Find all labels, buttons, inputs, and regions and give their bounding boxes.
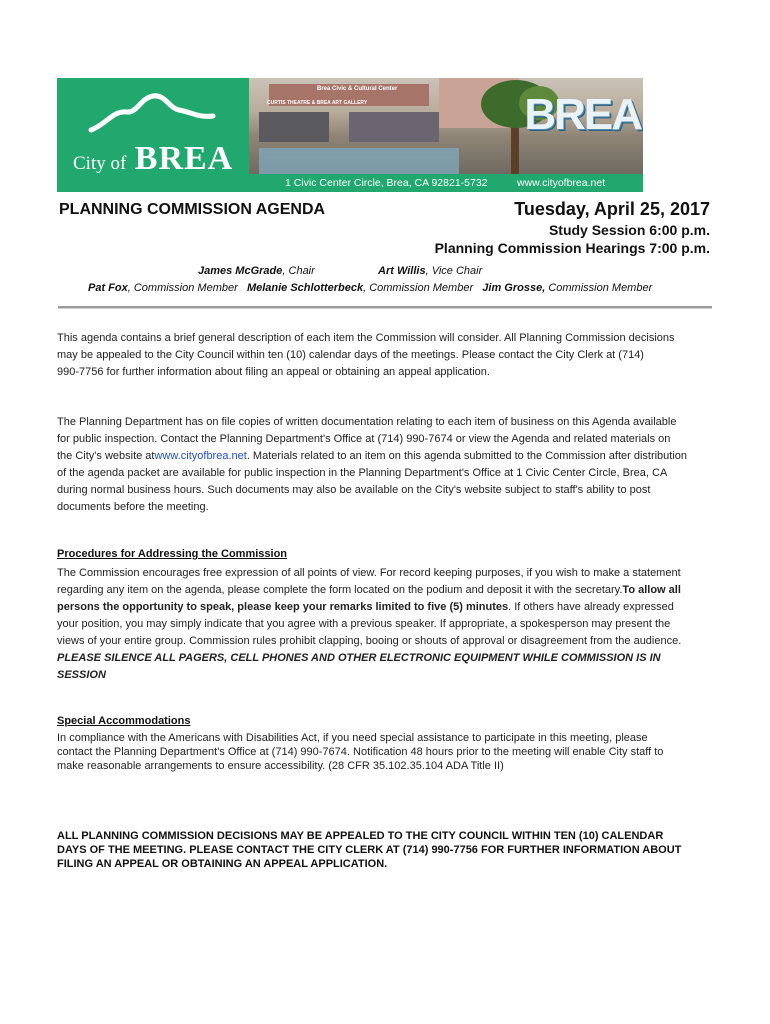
appeal-notice	[57, 829, 727, 871]
text-line: documents before the meeting.	[57, 501, 209, 513]
text-segment-bold: To allow all	[622, 584, 681, 596]
text-segment: . If others have already expressed	[508, 601, 674, 613]
text-line: make reasonable arrangements to ensure accessibility. (28 CFR 35.102.35.104 ADA Title II)	[57, 760, 504, 772]
accommodations-paragraph	[57, 731, 712, 773]
text-line	[57, 599, 712, 616]
text-segment: the City's website at	[57, 450, 155, 462]
page-title: PLANNING COMMISSION AGENDA	[59, 201, 326, 218]
member-name: Melanie Schlotterbeck	[246, 282, 364, 294]
mountain-logo-icon	[87, 90, 217, 140]
photo-fountain	[259, 148, 459, 174]
banner-website[interactable]: www.cityofbrea.net	[517, 177, 606, 189]
header-banner	[57, 78, 643, 192]
accommodations-heading: Special Accommodations	[57, 715, 191, 727]
brea-letters-sculpture: BREA	[524, 90, 641, 139]
photo-window	[349, 112, 439, 142]
banner-address: 1 Civic Center Circle, Brea, CA 92821-5732	[285, 177, 488, 189]
logo-wordmark	[73, 140, 233, 178]
member-role: Commission Member	[545, 282, 653, 294]
photo-sign-text: CURTIS THEATRE & BREA ART GALLERY	[267, 100, 368, 106]
member-name: Pat Fox	[88, 282, 128, 294]
header-divider	[58, 306, 712, 309]
text-line: of the agenda packet are available for public inspection in the Planning Department's Office at 1 Civic Center Circle, Brea, CA	[57, 467, 668, 479]
text-line: The Commission encourages free expression of all points of view. For record keeping purposes, if you wish to make a statement	[57, 567, 681, 579]
member-role: , Commission Member	[127, 282, 238, 294]
meeting-date: Tuesday, April 25, 2017	[514, 199, 710, 219]
photo-window	[259, 112, 329, 142]
member-name: Jim Grosse,	[482, 282, 546, 294]
text-line: FILING AN APPEAL OR OBTAINING AN APPEAL APPLICATION.	[57, 858, 388, 870]
text-line: In compliance with the Americans with Disabilities Act, if you need special assistance to participate in this meeting, please	[57, 732, 648, 744]
text-line: during normal business hours. Such documents may also be available on the City's website subject to staff's ability to post	[57, 484, 651, 496]
text-line: views of your entire group. Commission rules prohibit clapping, booing or shouts of approval or disagreement from the audience.	[57, 635, 682, 647]
city-logo	[57, 78, 249, 192]
text-segment-bold: persons the opportunity to speak, please keep your remarks limited to five (5) minutes	[57, 601, 509, 613]
silence-notice: SESSION	[57, 669, 106, 681]
study-session-time: Study Session 6:00 p.m.	[548, 222, 710, 238]
chair-name: James McGrade	[198, 265, 283, 277]
procedures-heading: Procedures for Addressing the Commission	[57, 548, 288, 560]
procedures-paragraph	[57, 565, 712, 684]
vice-chair-name: Art Willis	[378, 265, 426, 277]
chair-role: , Chair	[282, 265, 315, 277]
hearings-time: Planning Commission Hearings 7:00 p.m.	[434, 240, 710, 256]
civic-center-photo	[249, 78, 643, 174]
member-role: , Commission Member	[363, 282, 474, 294]
text-segment: . Materials related to an item on this agenda submitted to the Commission after distribution	[246, 450, 688, 462]
text-line: The Planning Department has on file copies of written documentation relating to each item of business on this Agenda available	[57, 416, 677, 428]
logo-brea-text: BREA	[134, 140, 234, 177]
silence-notice: PLEASE SILENCE ALL PAGERS, CELL PHONES AND OTHER ELECTRONIC EQUIPMENT WHILE COMMISSION IS IN	[57, 652, 661, 664]
members-line	[88, 282, 652, 294]
photo-sign-text: Brea Civic & Cultural Center	[317, 86, 398, 92]
text-line	[57, 582, 712, 599]
text-line: DAYS OF THE MEETING. PLEASE CONTACT THE CITY CLERK AT (714) 990-7756 FOR FURTHER INFORMATION ABOUT	[57, 844, 682, 856]
city-website-link[interactable]: www.cityofbrea.net	[154, 450, 247, 462]
inspection-paragraph	[57, 414, 712, 516]
vice-chair-role: , Vice Chair	[425, 265, 483, 277]
text-segment: regarding any item on the agenda, please complete the form located on the podium and deposit it with the secretary.	[57, 584, 623, 596]
text-line: may be appealed to the City Council within ten (10) calendar days of the meetings. Please contact the City Clerk at (714)	[57, 349, 644, 361]
text-line: 990-7756 for further information about filing an appeal or obtaining an appeal application.	[57, 366, 490, 378]
intro-paragraph	[57, 330, 712, 381]
text-line: This agenda contains a brief general description of each item the Commission will consider. All Planning Commission decisions	[57, 332, 675, 344]
text-line: contact the Planning Department's Office at (714) 990-7674. Notification 48 hours prior to the meeting will enable City staff to	[57, 746, 664, 758]
text-line	[57, 448, 712, 465]
text-line: for public inspection. Contact the Planning Department's Office at (714) 990-7674 or view the Agenda and related materials on	[57, 433, 671, 445]
banner-contact-strip	[249, 174, 643, 192]
logo-city-text: City of	[73, 153, 127, 174]
text-line: ALL PLANNING COMMISSION DECISIONS MAY BE APPEALED TO THE CITY COUNCIL WITHIN TEN (10) CALENDAR	[57, 830, 664, 842]
chair-line	[198, 265, 315, 277]
vice-chair-line	[378, 265, 482, 277]
text-line: your position, you may simply indicate that you agree with a previous speaker. If appropriate, a spokesperson may present the	[57, 618, 671, 630]
